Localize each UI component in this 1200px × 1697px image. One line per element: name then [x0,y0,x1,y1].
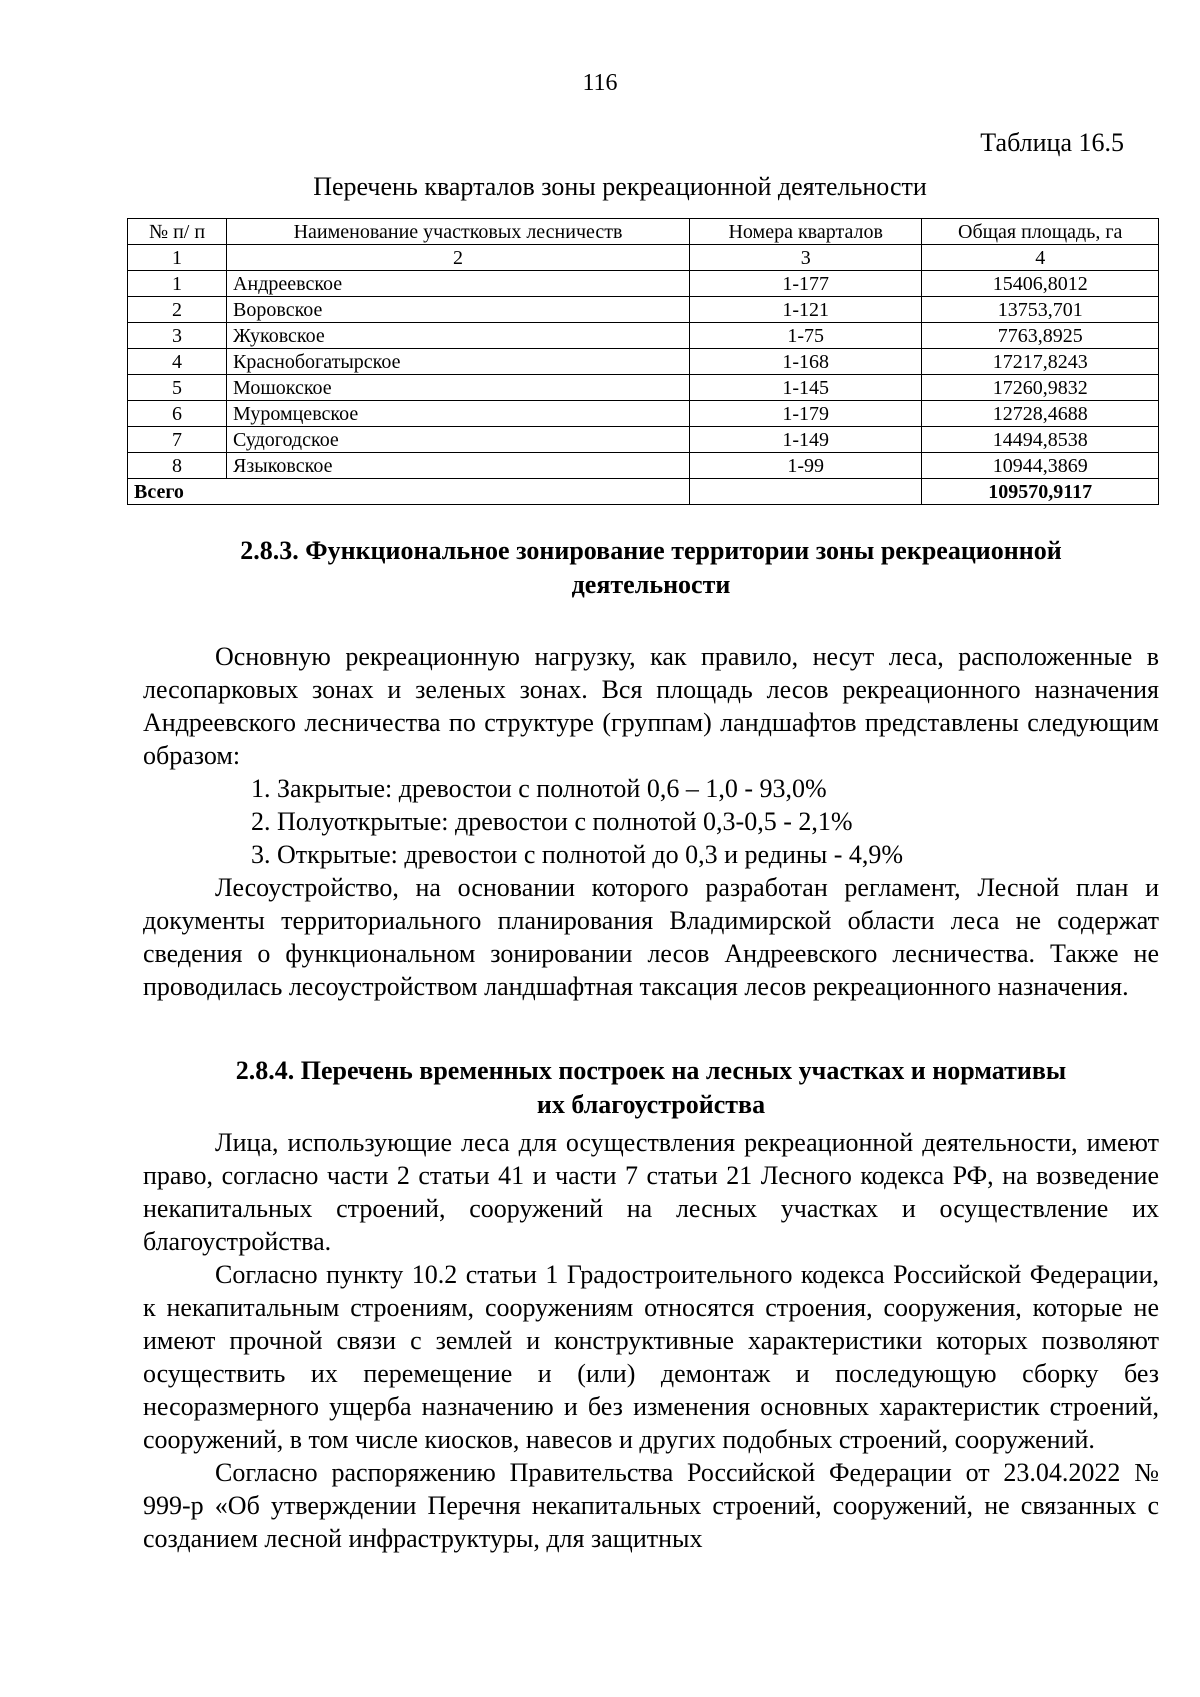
heading-line: деятельности [571,570,731,599]
paragraph: Основную рекреационную нагрузку, как правило, несут леса, расположенные в лесопарковых зонах и зеленых зонах. Вся площадь лесов рекреационного назначения Андреевского лесничества по структуре (группам) ландшафтов представлены следующим образом: [143,642,1159,770]
row-number-cell: 1 [128,271,227,297]
column-number-cell: 2 [227,245,690,271]
header-cell: № п/ п [128,219,227,245]
quarters-cell: 1-179 [689,401,921,427]
forestry-name-cell: Жуковское [227,323,690,349]
area-cell: 15406,8012 [922,271,1159,297]
table-row [128,297,1159,323]
section-heading-2-8-3 [143,534,1159,602]
row-number-cell: 6 [128,401,227,427]
column-number-cell: 4 [922,245,1159,271]
forestry-name-cell: Краснобогатырское [227,349,690,375]
header-cell: Номера кварталов [689,219,921,245]
quarters-cell: 1-99 [689,453,921,479]
heading-line: 2.8.4. Перечень временных построек на лесных участках и нормативы [235,1056,1067,1085]
section-body-2-8-4 [143,1126,1159,1555]
table-row [128,323,1159,349]
total-label-cell: Всего [128,479,690,505]
quarters-cell: 1-177 [689,271,921,297]
forestry-name-cell: Языковское [227,453,690,479]
list-item: 3. Открытые: древостои с полнотой до 0,3 и редины - 4,9% [251,840,904,869]
heading-line: 2.8.3. Функциональное зонирование территории зоны рекреационной [240,536,1062,565]
forestry-name-cell: Судогодское [227,427,690,453]
row-number-cell: 4 [128,349,227,375]
paragraph: Лесоустройство, на основании которого разработан регламент, Лесной план и документы территориального планирования Владимирской области леса не содержат сведения о функциональном зонировании лесов Андреевского лесничества. Также не проводилась лесоустройством ландшафтная таксация лесов рекреационного назначения. [143,873,1159,1001]
forestry-name-cell: Андреевское [227,271,690,297]
table-label: Таблица 16.5 [980,128,1124,157]
list-item: 1. Закрытые: древостои с полнотой 0,6 – 1,0 - 93,0% [251,774,827,803]
area-cell: 17217,8243 [922,349,1159,375]
list-item: 2. Полуоткрытые: древостои с полнотой 0,3-0,5 - 2,1% [251,807,853,836]
area-cell: 13753,701 [922,297,1159,323]
table-row [128,427,1159,453]
column-number-cell: 3 [689,245,921,271]
table-header-row [128,219,1159,245]
table-total-row [128,479,1159,505]
column-number-row [128,245,1159,271]
area-cell: 10944,3869 [922,453,1159,479]
page-number: 116 [582,70,618,96]
forestry-name-cell: Мошокское [227,375,690,401]
forestry-name-cell: Воровское [227,297,690,323]
table-row [128,401,1159,427]
paragraph: Согласно распоряжению Правительства Российской Федерации от 23.04.2022 № 999-р «Об утверждении Перечня некапитальных строений, сооружений, не связанных с созданием лесной инфраструктуры, для защитных [143,1458,1159,1553]
quarters-cell: 1-145 [689,375,921,401]
quarters-cell: 1-149 [689,427,921,453]
area-cell: 14494,8538 [922,427,1159,453]
forestry-name-cell: Муромцевское [227,401,690,427]
row-number-cell: 2 [128,297,227,323]
quarters-cell: 1-121 [689,297,921,323]
table-row [128,375,1159,401]
total-area-cell: 109570,9117 [922,479,1159,505]
section-body-2-8-3 [143,640,1159,1003]
column-number-cell: 1 [128,245,227,271]
section-heading-2-8-4 [143,1054,1159,1122]
quarters-cell: 1-75 [689,323,921,349]
table-row [128,271,1159,297]
total-quarters-cell [689,479,921,505]
table-row [128,453,1159,479]
quarters-table [127,218,1159,505]
quarters-cell: 1-168 [689,349,921,375]
table-row [128,349,1159,375]
area-cell: 12728,4688 [922,401,1159,427]
header-cell: Общая площадь, га [922,219,1159,245]
area-cell: 7763,8925 [922,323,1159,349]
area-cell: 17260,9832 [922,375,1159,401]
row-number-cell: 3 [128,323,227,349]
row-number-cell: 5 [128,375,227,401]
table-title: Перечень кварталов зоны рекреационной деятельности [313,172,927,201]
paragraph: Согласно пункту 10.2 статьи 1 Градостроительного кодекса Российской Федерации, к некапитальным строениям, сооружениям относятся строения, сооружения, которые не имеют прочной связи с землей и конструктивные характеристики которых позволяют осуществить их перемещение и (или) демонтаж и последующую сборку без несоразмерного ущерба назначению и без изменения основных характеристик строений, сооружений, в том числе киосков, навесов и других подобных строений, сооружений. [143,1260,1159,1454]
heading-line: их благоустройства [536,1090,766,1119]
header-cell: Наименование участковых лесничеств [227,219,690,245]
row-number-cell: 8 [128,453,227,479]
row-number-cell: 7 [128,427,227,453]
paragraph: Лица, использующие леса для осуществления рекреационной деятельности, имеют право, согласно части 2 статьи 41 и части 7 статьи 21 Лесного кодекса РФ, на возведение некапитальных строений, сооружений на лесных участках и осуществление их благоустройства. [143,1128,1159,1256]
